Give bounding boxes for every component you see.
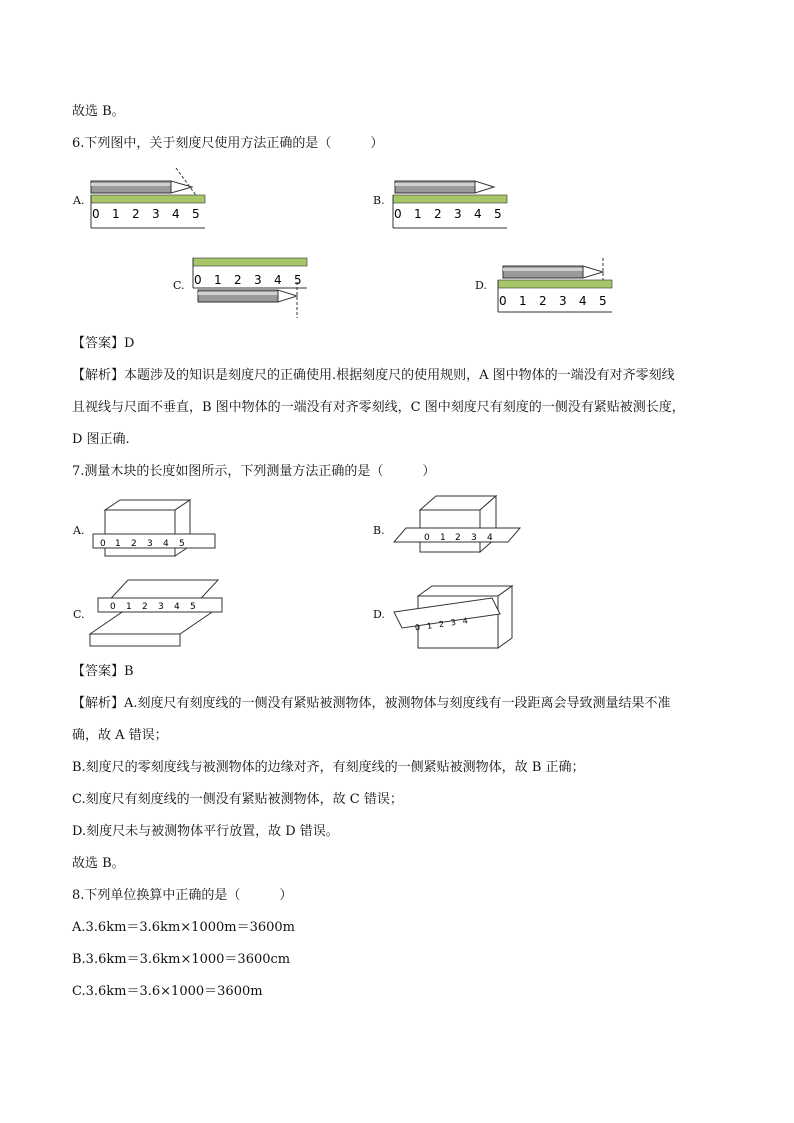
tick-label: 1 (426, 621, 433, 631)
option-b-label: B. (373, 194, 385, 207)
option-c-label: C. (173, 279, 185, 292)
figure-6c (190, 252, 314, 320)
figure-7d (392, 584, 522, 656)
figure-7a (90, 498, 220, 560)
tick-label: 1 (214, 273, 222, 287)
tick-label: 4 (461, 616, 469, 626)
tick-label: 3 (559, 294, 567, 308)
tick-label: 0 (499, 294, 507, 308)
explanation-6-line: 【解析】本题涉及的知识是刻度尺的正确使用.根据刻度尺的使用规则，A 图中物体的一端没有对齐零刻线 (72, 368, 675, 383)
question-8: 8.下列单位换算中正确的是（ ） (72, 888, 293, 903)
tick-label: 2 (434, 207, 442, 221)
option-a-label: A. (73, 524, 85, 537)
figure-6b (390, 168, 514, 230)
tick-label: 2 (132, 207, 140, 221)
option-d-label: D. (475, 279, 487, 292)
question-8-option-c: C.3.6km＝3.6×1000＝3600m (72, 984, 263, 999)
tick-label: 3 (471, 533, 477, 543)
tick-label: 5 (599, 294, 607, 308)
tick-label: 0 (110, 602, 116, 612)
tick-label: 5 (192, 207, 200, 221)
tick-label: 0 (100, 539, 106, 549)
question-8-option-a: A.3.6km＝3.6km×1000m＝3600m (72, 920, 295, 935)
tick-label: 3 (454, 207, 462, 221)
tick-label: 4 (163, 539, 169, 549)
explanation-7-line: 故选 B。 (72, 856, 125, 871)
figure-6d (495, 258, 619, 316)
question-7: 7.测量木块的长度如图所示，下列测量方法正确的是（ ） (72, 464, 436, 479)
explanation-6-line: 且视线与尺面不垂直，B 图中物体的一端没有对齐零刻线，C 图中刻度尺有刻度的一侧没有紧贴被测长度， (72, 400, 685, 415)
ruler-ticks (92, 207, 200, 221)
option-b-label: B. (373, 524, 385, 537)
tick-label: 0 (414, 622, 421, 633)
ruler-ticks (194, 273, 302, 287)
figure-6a (88, 168, 212, 230)
tick-label: 0 (424, 533, 430, 543)
ruler-ticks (394, 207, 502, 221)
figure-7c (88, 578, 224, 648)
tick-label: 2 (455, 533, 461, 543)
tick-label: 4 (174, 602, 180, 612)
tick-label: 4 (172, 207, 180, 221)
tick-label: 0 (194, 273, 202, 287)
tick-label: 2 (438, 619, 445, 630)
option-c-label: C. (73, 608, 85, 621)
tick-label: 4 (274, 273, 282, 287)
explanation-7-line: 确，故 A 错误； (72, 728, 168, 743)
tick-label: 4 (474, 207, 482, 221)
tick-label: 1 (519, 294, 527, 308)
option-a-label: A. (73, 194, 85, 207)
tick-label: 1 (126, 602, 132, 612)
question-8-option-b: B.3.6km＝3.6km×1000＝3600cm (72, 952, 291, 967)
tick-label: 5 (494, 207, 502, 221)
tick-label: 2 (539, 294, 547, 308)
tick-label: 5 (294, 273, 302, 287)
tick-label: 1 (414, 207, 422, 221)
figure-7b (392, 492, 522, 562)
explanation-7-line: D.刻度尺未与被测物体平行放置，故 D 错误。 (72, 824, 339, 839)
explanation-6-line: D 图正确. (72, 432, 130, 447)
tick-label: 1 (440, 533, 446, 543)
explanation-7-line: B.刻度尺的零刻度线与被测物体的边缘对齐，有刻度线的一侧紧贴被测物体，故 B 正确； (72, 760, 585, 775)
tick-label: 5 (190, 602, 196, 612)
tick-label: 3 (450, 617, 457, 628)
tick-label: 2 (142, 602, 148, 612)
tick-label: 1 (112, 207, 120, 221)
text-line: 故选 B。 (72, 104, 125, 119)
tick-label: 5 (179, 539, 185, 549)
tick-label: 4 (487, 533, 493, 543)
tick-label: 3 (254, 273, 262, 287)
tick-label: 0 (394, 207, 402, 221)
tick-label: 3 (147, 539, 153, 549)
tick-label: 1 (115, 539, 121, 549)
answer-6: 【答案】D (72, 336, 135, 351)
ruler-ticks (499, 294, 607, 308)
tick-label: 2 (131, 539, 137, 549)
option-d-label: D. (373, 608, 385, 621)
question-6: 6.下列图中，关于刻度尺使用方法正确的是（ ） (72, 136, 384, 151)
tick-label: 3 (152, 207, 160, 221)
tick-label: 4 (579, 294, 587, 308)
tick-label: 2 (234, 273, 242, 287)
explanation-7-line: 【解析】A.刻度尺有刻度线的一侧没有紧贴被测物体，被测物体与刻度线有一段距离会导致测量结果不准 (72, 696, 671, 711)
tick-label: 3 (158, 602, 164, 612)
tick-label: 0 (92, 207, 100, 221)
explanation-7-line: C.刻度尺有刻度线的一侧没有紧贴被测物体，故 C 错误； (72, 792, 403, 807)
answer-7: 【答案】B (72, 664, 134, 679)
